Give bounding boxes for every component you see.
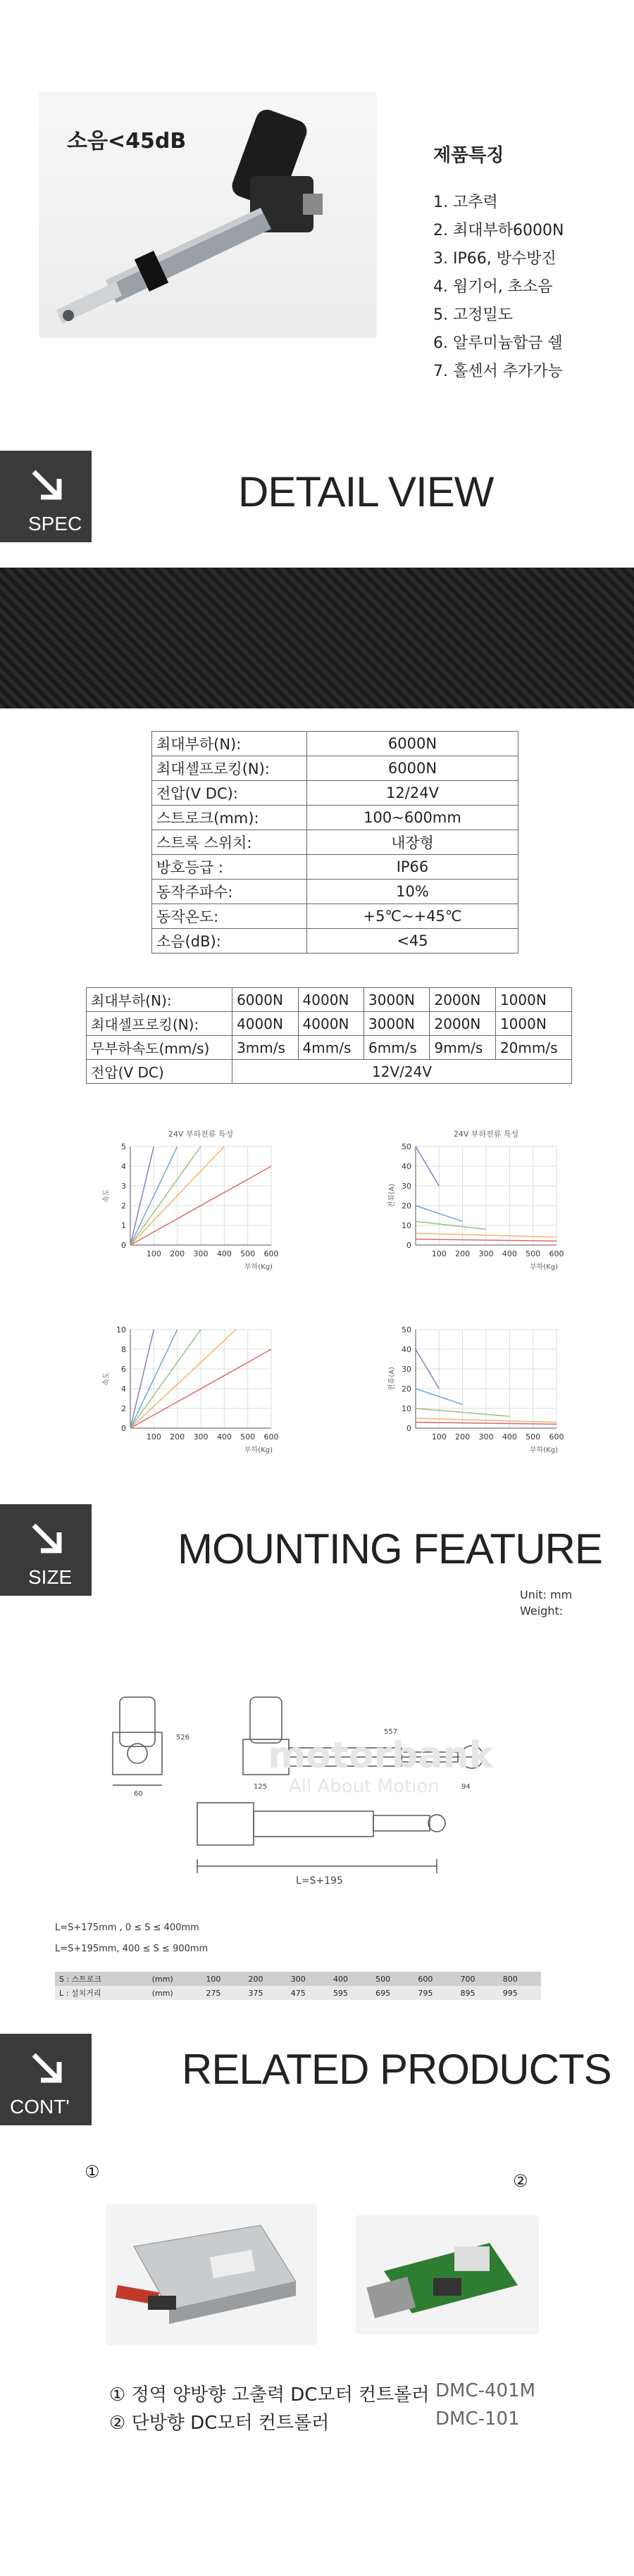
related-item-label[interactable]: ① 정역 양방향 고출력 DC모터 컨트롤러: [109, 2384, 430, 2406]
product-marker-1: ①: [85, 2162, 100, 2182]
x-tick-label: 400: [502, 1249, 517, 1258]
x-axis-label: 부하(Kg): [529, 1446, 558, 1454]
section-title-detail-view: DETAIL VIEW: [238, 468, 494, 515]
table-row: 최대셀프로킹(N): 6000N: [152, 756, 518, 781]
arrow-down-right-icon: [28, 466, 70, 508]
watermark-sub: All About Motion: [289, 1776, 440, 1797]
y-tick-label: 2: [121, 1404, 126, 1413]
y-tick-label: 0: [406, 1241, 411, 1250]
mounting-drawing: [106, 1690, 542, 1901]
x-tick-label: 600: [549, 1249, 564, 1258]
feature-item: 4. 웜기어, 초소음: [433, 278, 553, 296]
x-tick-label: 400: [216, 1249, 232, 1258]
x-tick-label: 500: [526, 1432, 541, 1442]
y-tick-label: 3: [121, 1182, 126, 1191]
x-tick-label: 100: [431, 1432, 447, 1442]
table-row: 동작주파수: 10%: [152, 880, 518, 904]
feature-item: 3. IP66, 방수방진: [433, 250, 557, 268]
series-line: [130, 1330, 201, 1428]
x-tick-label: 500: [240, 1432, 256, 1442]
y-tick-label: 40: [402, 1162, 411, 1171]
table-row: 스트로크(mm): 100~600mm: [152, 806, 518, 830]
x-tick-label: 600: [549, 1432, 564, 1442]
y-tick-label: 4: [121, 1384, 126, 1394]
y-tick-label: 5: [121, 1142, 126, 1151]
table-row: 최대부하(N): 6000N 4000N 3000N 2000N 1000N: [87, 988, 572, 1012]
table-row: 최대부하(N): 6000N: [152, 732, 518, 756]
y-tick-label: 30: [402, 1365, 411, 1374]
table-row: 스트록 스위치: 내장형: [152, 830, 518, 855]
series-line: [130, 1146, 154, 1245]
table-row: 방호등급 : IP66: [152, 855, 518, 880]
series-line: [130, 1146, 201, 1245]
controller-board-illustration: [106, 2204, 317, 2345]
x-tick-label: 100: [146, 1249, 161, 1258]
x-tick-label: 100: [146, 1432, 161, 1442]
x-axis-label: 부하(Kg): [244, 1263, 273, 1271]
y-tick-label: 0: [406, 1424, 411, 1433]
y-tick-label: 4: [121, 1162, 126, 1171]
features-title: 제품특징: [433, 145, 504, 166]
size-tab: [0, 1504, 92, 1596]
y-tick-label: 6: [121, 1365, 126, 1374]
x-tick-label: 300: [193, 1249, 209, 1258]
x-tick-label: 600: [263, 1432, 279, 1442]
related-item-label[interactable]: ② 단방향 DC모터 컨트롤러: [109, 2413, 330, 2434]
weight-label: Weight:: [520, 1604, 564, 1618]
dim-label: 94: [461, 1783, 471, 1791]
watermark: motorbank: [268, 1734, 494, 1777]
dim-label: 60: [134, 1790, 143, 1798]
y-axis-label: 전류(A): [388, 1184, 396, 1208]
x-tick-label: 300: [478, 1432, 494, 1442]
table-row: 전압(V DC) 12V/24V: [87, 1060, 572, 1084]
cont-tab-label: CONT': [10, 2096, 70, 2118]
table-row: 무부하속도(mm/s) 3mm/s 4mm/s 6mm/s 9mm/s 20mm/s: [87, 1036, 572, 1060]
feature-item: 1. 고추력: [433, 194, 498, 211]
x-tick-label: 200: [170, 1432, 185, 1442]
y-tick-label: 10: [116, 1325, 126, 1334]
stroke-note: L=S+195mm, 400 ≤ S ≤ 900mm: [55, 1944, 209, 1954]
y-tick-label: 20: [402, 1384, 411, 1394]
related-item-model: DMC-401M: [435, 2380, 536, 2401]
feature-item: 7. 홀센서 추가가능: [433, 363, 563, 380]
product-photo-dmc-401m[interactable]: [106, 2204, 317, 2345]
arrow-down-right-icon: [28, 2049, 70, 2092]
table-row: 전압(V DC): 12/24V: [152, 781, 518, 806]
x-axis-label: 부하(Kg): [529, 1263, 558, 1271]
x-tick-label: 300: [478, 1249, 494, 1258]
y-tick-label: 30: [402, 1182, 411, 1191]
features-list: [433, 189, 564, 386]
y-tick-label: 0: [121, 1241, 126, 1250]
chart-title: 24V 부하전류 특성: [168, 1130, 234, 1139]
load-table: [86, 987, 572, 1084]
y-tick-label: 40: [402, 1345, 411, 1354]
y-tick-label: 0: [121, 1424, 126, 1433]
y-tick-label: 20: [402, 1201, 411, 1211]
feature-item: 6. 알루미늄합금 쉘: [433, 334, 563, 352]
arrow-down-right-icon: [28, 1520, 70, 1562]
stroke-table: [55, 1972, 541, 2000]
spec-tab-label: SPEC: [28, 513, 82, 534]
cont-tab: [0, 2034, 92, 2125]
feature-item: 2. 최대부하6000N: [433, 222, 564, 239]
y-tick-label: 8: [121, 1345, 126, 1354]
x-tick-label: 200: [170, 1249, 185, 1258]
x-tick-label: 300: [193, 1432, 209, 1442]
feature-item: 5. 고정밀도: [433, 306, 513, 324]
series-line: [130, 1330, 236, 1428]
y-axis-label: 속도: [103, 1372, 111, 1386]
section-title-related-products: RELATED PRODUCTS: [182, 2046, 611, 2093]
table-row: 소음(dB): <45: [152, 929, 518, 954]
table-row: L : 설치거리 (mm) 275 375 475 595 695 795 895 995: [59, 1988, 518, 1998]
size-tab-label: SIZE: [28, 1566, 73, 1588]
chart-speed-24v: [99, 1127, 296, 1289]
series-line: [130, 1330, 154, 1428]
related-item-model: DMC-101: [435, 2408, 520, 2430]
x-axis-label: 부하(Kg): [244, 1446, 273, 1454]
table-row: 최대셀프로킹(N): 4000N 4000N 3000N 2000N 1000N: [87, 1012, 572, 1036]
y-tick-label: 1: [121, 1221, 126, 1230]
dim-label: 557: [384, 1728, 398, 1736]
x-tick-label: 200: [455, 1432, 471, 1442]
unit-label: Unit: mm: [520, 1588, 573, 1601]
controller-board-illustration: [356, 2215, 539, 2334]
x-tick-label: 100: [431, 1249, 447, 1258]
product-marker-2: ②: [513, 2171, 528, 2191]
dim-label: 125: [254, 1783, 268, 1791]
spec-table: [151, 731, 518, 954]
chart-title: 24V 부하전류 특성: [453, 1130, 519, 1139]
spec-tab: [0, 451, 92, 542]
x-tick-label: 400: [216, 1432, 232, 1442]
stroke-note: L=S+175mm , 0 ≤ S ≤ 400mm: [55, 1922, 199, 1933]
y-axis-label: 전류(A): [388, 1367, 396, 1391]
y-axis-label: 속도: [103, 1189, 111, 1203]
section-title-mounting-feature: MOUNTING FEATURE: [178, 1525, 602, 1573]
noise-label: 소음<45dB: [67, 129, 187, 154]
x-tick-label: 500: [240, 1249, 256, 1258]
carbon-banner: [0, 568, 634, 708]
x-tick-label: 400: [502, 1432, 517, 1442]
length-formula: L=S+195: [296, 1875, 343, 1887]
table-row: 동작온도: +5℃~+45℃: [152, 904, 518, 929]
x-tick-label: 600: [263, 1249, 279, 1258]
x-tick-label: 500: [526, 1249, 541, 1258]
x-tick-label: 200: [455, 1249, 471, 1258]
y-tick-label: 10: [402, 1221, 411, 1230]
y-tick-label: 50: [402, 1325, 411, 1334]
y-tick-label: 2: [121, 1201, 126, 1211]
y-tick-label: 10: [402, 1404, 411, 1413]
table-row: S : 스트로크 (mm) 100 200 300 400 500 600 700 800: [55, 1972, 541, 1986]
chart-speed-12v: [99, 1310, 296, 1472]
product-photo-dmc-101[interactable]: [356, 2215, 539, 2334]
chart-current-12v: [384, 1310, 581, 1472]
y-tick-label: 50: [402, 1142, 411, 1151]
chart-current-24v: [384, 1127, 581, 1289]
dim-label: 526: [176, 1734, 190, 1742]
